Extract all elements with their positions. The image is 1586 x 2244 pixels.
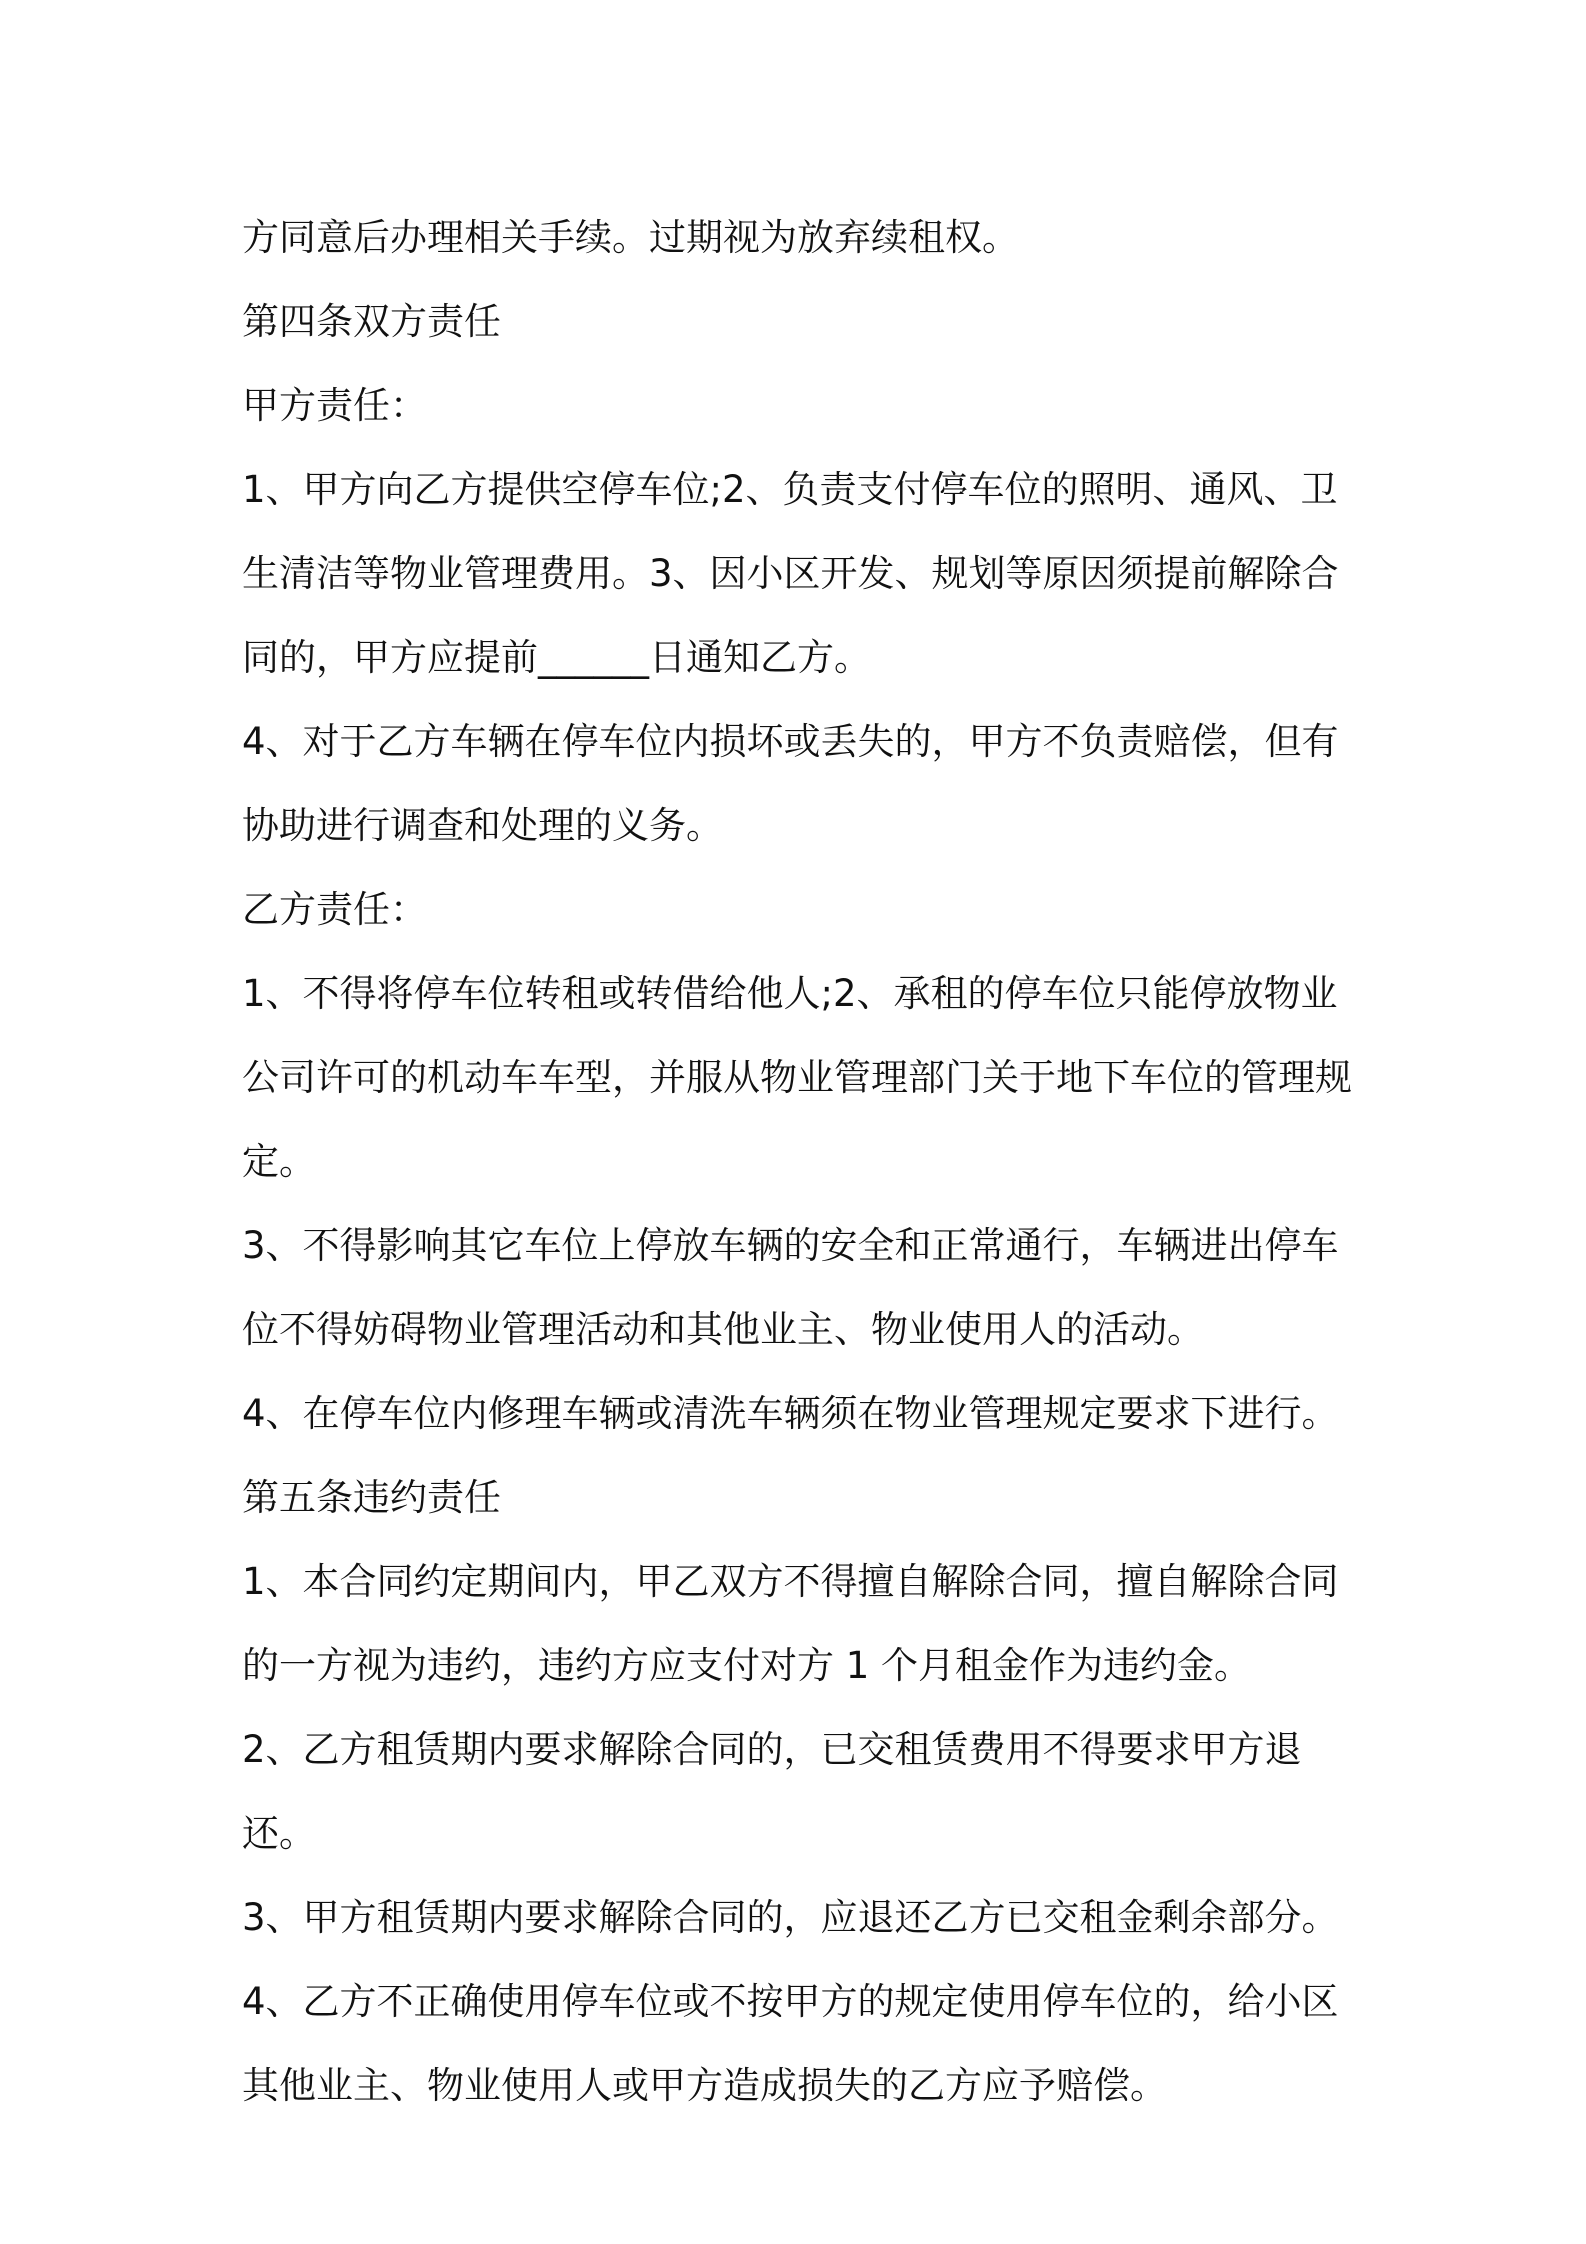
text-line: 的一方视为违约，违约方应支付对方 1 个月租金作为违约金。 [242, 1644, 1252, 1687]
text-line: 1、甲方向乙方提供空停车位;2、负责支付停车位的照明、通风、卫 [242, 468, 1338, 511]
text-line: 3、不得影响其它车位上停放车辆的安全和正常通行，车辆进出停车 [242, 1224, 1339, 1267]
text-line: 2、乙方租赁期内要求解除合同的，已交租赁费用不得要求甲方退还。 [242, 1728, 1302, 1855]
text-line: 公司许可的机动车车型，并服从物业管理部门关于地下车位的管理规 [242, 1056, 1352, 1099]
text-line: 其他业主、物业使用人或甲方造成损失的乙方应予赔偿。 [242, 2064, 1167, 2107]
text-line: 生清洁等物业管理费用。3、因小区开发、规划等原因须提前解除合 [242, 552, 1339, 595]
text-line: 4、乙方不正确使用停车位或不按甲方的规定使用停车位的，给小区 [242, 1980, 1339, 2023]
text-line: 位不得妨碍物业管理活动和其他业主、物业使用人的活动。 [242, 1308, 1204, 1351]
text-line: 1、不得将停车位转租或转借给他人;2、承租的停车位只能停放物业 [242, 972, 1338, 1015]
subheading: 乙方责任： [242, 888, 427, 931]
text-line: 定。 [242, 1140, 316, 1183]
subheading: 甲方责任： [242, 384, 427, 427]
section-heading: 第四条双方责任 [242, 300, 501, 343]
text-line: 方同意后办理相关手续。过期视为放弃续租权。 [242, 216, 1019, 259]
text-line: 协助进行调查和处理的义务。 [242, 804, 723, 847]
text-line: 同的，甲方应提前______日通知乙方。 [242, 636, 871, 679]
text-line: 4、在停车位内修理车辆或清洗车辆须在物业管理规定要求下进行。 [242, 1392, 1339, 1435]
text-line: 1、本合同约定期间内，甲乙双方不得擅自解除合同，擅自解除合同 [242, 1560, 1339, 1603]
text-line: 4、对于乙方车辆在停车位内损坏或丢失的，甲方不负责赔偿，但有 [242, 720, 1339, 763]
section-heading: 第五条违约责任 [242, 1476, 501, 1519]
document-body [242, 196, 1362, 2128]
text-line: 3、甲方租赁期内要求解除合同的，应退还乙方已交租金剩余部分。 [242, 1896, 1339, 1939]
